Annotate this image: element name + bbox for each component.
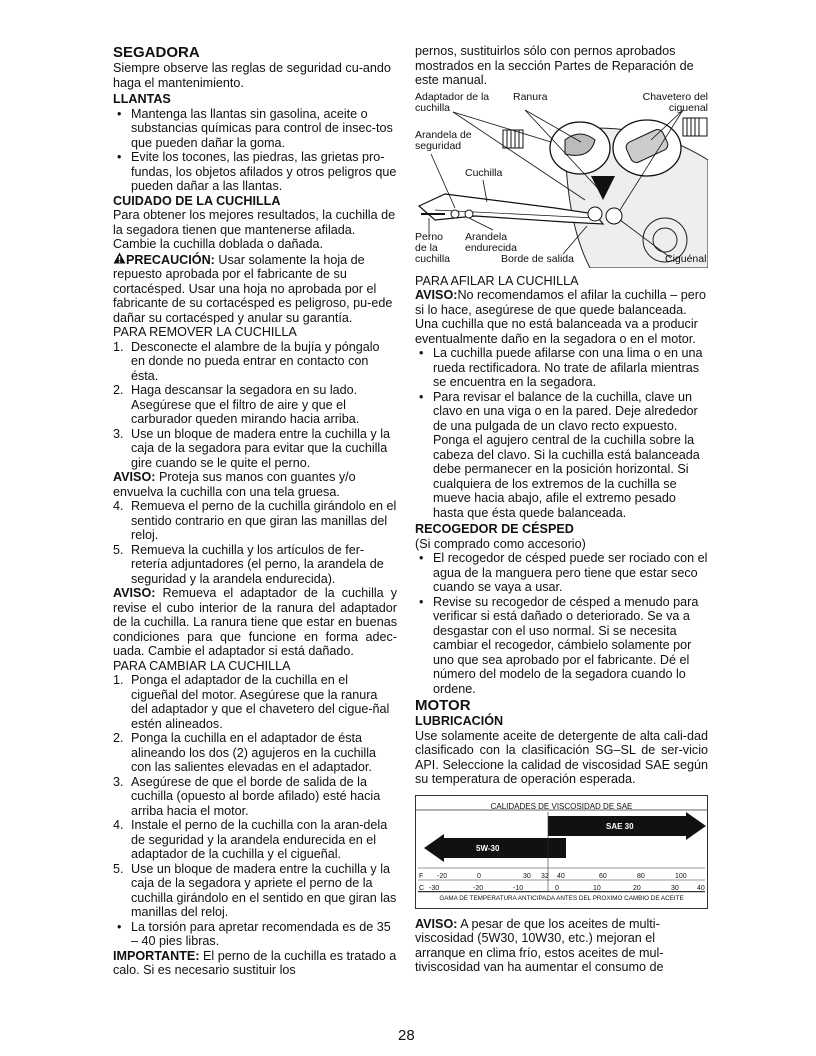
change-blade-title: PARA CAMBIAR LA CUCHILLA bbox=[113, 658, 291, 673]
label-crankshaft: Ciguénal bbox=[665, 252, 707, 265]
fahrenheit-row: F -20 0 30 32 40 60 80 100 bbox=[419, 872, 687, 880]
caution-paragraph bbox=[113, 252, 397, 326]
list-item: 3. Asegúrese de que el borde de salida de la cuchilla (opuesto al borde afilado) esté hacia arriba hacia el motor. bbox=[113, 774, 381, 818]
list-item: • La cuchilla puede afilarse con una lima o en una rueda rectificadora. No trate de afilarla mientras se encuentra en la segadora. bbox=[415, 346, 708, 390]
catcher-title: RECOGEDOR DE CÉSPED bbox=[415, 522, 574, 536]
warning-triangle-icon bbox=[113, 252, 126, 268]
tires-title: LLANTAS bbox=[113, 92, 171, 106]
list-item: 4. Remueva el perno de la cuchilla girándolo en el sentido contrario en que giran las manillas del reloj. bbox=[113, 499, 397, 542]
label-lock-washer: Arandela de seguridad bbox=[415, 128, 472, 152]
sae30-label: SAE 30 bbox=[606, 821, 634, 831]
viscosity-chart bbox=[415, 795, 708, 909]
list-item: • Revise su recogedor de césped a menudo para verificar si está dañado o deteriorado. Se va a desgastar con el uso normal. Si se necesita cambiar el recogedor, cámbielo solamente por uno que sea aprobado por el fabricante. Dé el número del modelo de la segadora cuando lo ordene. bbox=[415, 595, 708, 697]
label-keyway: Chavetero del ciguenal bbox=[642, 90, 708, 114]
caution-label: PRECAUCIÓN: bbox=[126, 252, 215, 267]
importante-paragraph: IMPORTANTE: El perno de la cuchilla es tratado a calo. Si es necesario sustituir los bbox=[113, 948, 397, 977]
change-steps-list bbox=[113, 673, 397, 920]
list-item: 1. Desconecte el alambre de la bujía y póngalo en donde no pueda entrar en contacto con ésta. bbox=[113, 339, 380, 383]
intro-text: Siempre observe las reglas de seguridad cu-ando haga el mantenimiento. bbox=[113, 61, 391, 90]
catcher-subtitle: (Si comprado como accesorio) bbox=[415, 536, 586, 551]
list-item: 1. Ponga el adaptador de la cuchilla en el cigueñal del motor. Asegúrese que la ranura del adaptador y que el chavetero del cigue-ñal estén alineados. bbox=[113, 673, 390, 731]
blade-assembly-illustration bbox=[415, 90, 708, 268]
lube-text: Use solamente aceite de detergente de alta cali-dad clasificado con la clasificación SG–SL de ser-vicio API. Seleccione la calidad de viscosidad SAE según su temperatura de operación esperada. bbox=[415, 728, 708, 786]
aviso-adapter: AVISO: Remueva el adaptador de la cuchilla y revise el cubo interior de la ranura del adaptador de la cuchilla. La ranura tiene que estar en buenas condiciones para que funcione en forma adec-uada. Cambie el adaptador si está dañado. bbox=[113, 586, 397, 658]
left-column bbox=[113, 44, 397, 978]
aviso-gloves: AVISO: Proteja sus manos con guantes y/o envuelva la cuchilla con una tela gruesa. bbox=[113, 470, 356, 499]
list-item: • El recogedor de césped puede ser rociado con el agua de la manguera pero tiene que estar seco cuando se vaya a usar. bbox=[415, 551, 708, 595]
remove-steps-list bbox=[113, 340, 397, 471]
tires-list bbox=[113, 107, 397, 194]
viscosity-chart-footer: GAMA DE TEMPERATURA ANTICIPADA ANTES DEL PROXIMO CAMBIO DE ACEITE bbox=[418, 891, 705, 907]
torque-list bbox=[113, 920, 397, 949]
label-trailing-edge: Borde de salida bbox=[501, 252, 574, 265]
list-item: • Evite los tocones, las piedras, las grietas pro-fundas, los objetos afilados y otros peligros que pueden dañar a las llantas. bbox=[113, 150, 397, 194]
page-number: 28 bbox=[398, 1027, 415, 1044]
right-column bbox=[415, 44, 708, 975]
list-item: • La torsión para apretar recomendada es de 35 – 40 pies libras. bbox=[113, 920, 397, 949]
list-item: • Para revisar el balance de la cuchilla, clave un clavo en una viga o en la pared. Deje alrededor de una pulgada de un clavo recto expuesto. Ponga el agujero central de la cuchilla sobre la cabeza del clavo. Si la cuchilla está balanceada debe permanecer en la posición horizontal. Si cualquiera de los extremos de la cuchilla se mueve hacia abajo, afile el extremo pesado hasta que ésta quede balanceada. bbox=[415, 390, 708, 521]
sharpen-list bbox=[415, 346, 708, 520]
catcher-list bbox=[415, 551, 708, 696]
sharpen-title: PARA AFILAR LA CUCHILLA bbox=[415, 273, 579, 288]
continued-text: pernos, sustituirlos sólo con pernos aprobados mostrados en la sección Partes de Reparación de este manual. bbox=[415, 44, 694, 87]
caution-text: Usar solamente la hoja de repuesto aprobada por el fabricante de su cortacésped. Usar una hoja no aprobada por el fabricante de su cortacésped es peligroso, pu-ede dañar su cortacésped y anular su garantía. bbox=[113, 252, 393, 325]
list-item: 5. Use un bloque de madera entre la cuchilla y la caja de la segadora y apriete el perno de la cuchilla girándolo en el sentido en que giran las manillas del reloj. bbox=[113, 861, 397, 919]
label-hardened-washer: Arandela endurecida bbox=[465, 230, 517, 254]
blade-care-text: Para obtener los mejores resultados, la cuchilla de la segadora tienen que mantenerse afilada. Cambie la cuchilla doblada o dañada. bbox=[113, 208, 396, 251]
blade-care-title: CUIDADO DE LA CUCHILLA bbox=[113, 193, 281, 208]
list-item: 2. Ponga la cuchilla en el adaptador de ésta alineando los dos (2) agujeros en la cuchilla con las salientes elevadas en el adaptador. bbox=[113, 731, 377, 774]
viscosity-chart-title: CALIDADES DE VISCOSIDAD DE SAE bbox=[490, 801, 633, 811]
label-bolt: Perno de la cuchilla bbox=[415, 230, 451, 265]
final-aviso: AVISO: A pesar de que los aceites de multi-viscosidad (5W30, 10W30, etc.) mejoran el arranque en clima frío, estos aceites de mul-tiviscosidad van ha aumentar el consumo de bbox=[415, 916, 664, 974]
sharpen-aviso: AVISO:No recomendamos el afilar la cuchilla – pero si lo hace, asegúrese de que quede balanceada. Una cuchilla que no está balanceada va a producir eventualmente daño en la segadora o en el motor. bbox=[415, 288, 706, 346]
motor-title: MOTOR bbox=[415, 697, 471, 714]
label-blade: Cuchilla bbox=[465, 166, 503, 179]
list-item: 2. Haga descansar la segadora en su lado. Asegúrese que el filtro de aire y que el carburador queden mirando hacia arriba. bbox=[113, 383, 360, 426]
lube-title: LUBRICACIÓN bbox=[415, 714, 504, 728]
blade-assembly-diagram bbox=[415, 90, 708, 268]
remove-steps-list-2 bbox=[113, 499, 397, 586]
5w30-label: 5W-30 bbox=[476, 843, 500, 853]
remove-blade-title: PARA REMOVER LA CUCHILLA bbox=[113, 325, 297, 339]
list-item: 4. Instale el perno de la cuchilla con la aran-dela de seguridad y la arandela endurecida en el adaptador de la cuchilla y el cigueñal. bbox=[113, 818, 388, 861]
section-title-segadora: SEGADORA bbox=[113, 44, 200, 61]
label-slot: Ranura bbox=[513, 90, 548, 103]
list-item: 5. Remueva la cuchilla y los artículos de fer-retería adjuntadores (el perno, la arandela de seguridad y la arandela endurecida). bbox=[113, 542, 384, 586]
list-item: 3. Use un bloque de madera entre la cuchilla y la caja de la segadora para evitar que la cuchilla gire cuando se le quite el perno. bbox=[113, 426, 391, 470]
list-item: • Mantenga las llantas sin gasolina, aceite o substancias químicas para control de insec-tos que pueden dañar la goma. bbox=[113, 107, 397, 151]
label-blade-adapter: Adaptador de la cuchilla bbox=[415, 90, 490, 114]
celsius-row: C -30 -20 -10 0 10 20 30 40 bbox=[419, 884, 705, 892]
